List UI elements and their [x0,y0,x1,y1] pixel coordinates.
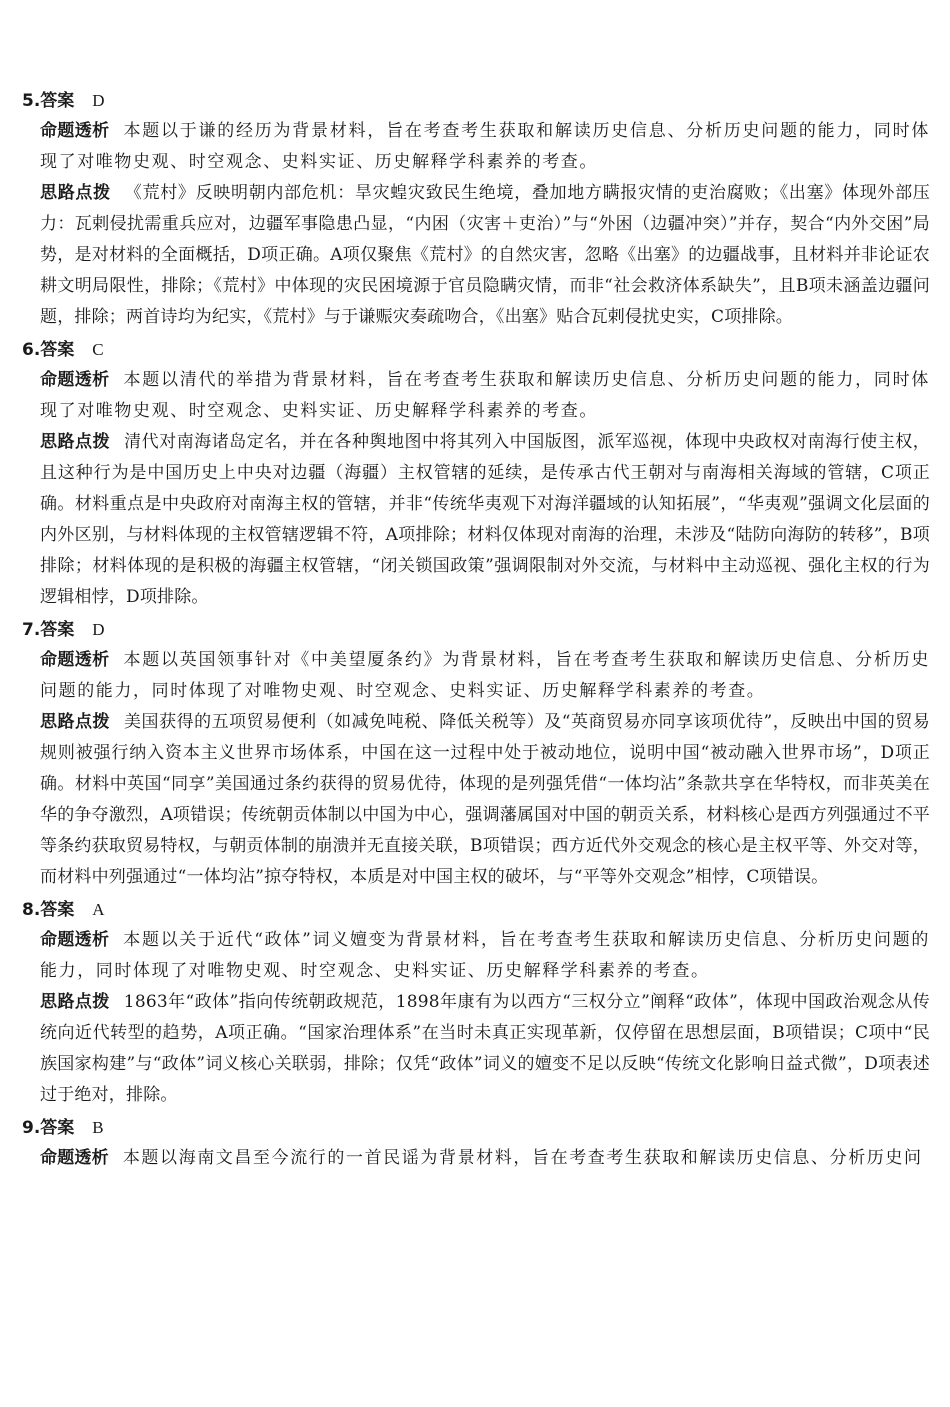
intro-label: 命题透析 [40,121,110,141]
answer-choice: D [92,91,105,110]
intro-paragraph [40,116,930,178]
intro-text: 本题以于谦的经历为背景材料，旨在考查考生获取和解读历史信息、分析历史问题的能力，同时体现了对唯物史观、时空观念、史料实证、历史解释学科素养的考查。 [40,121,930,172]
answer-item [22,335,930,613]
answer-item [22,86,930,333]
analysis-label: 思路点拨 [40,432,111,452]
answer-label: 答案 [40,1118,75,1138]
intro-paragraph [40,925,930,987]
answer-heading [22,335,930,365]
answer-item [22,615,930,893]
intro-label: 命题透析 [40,930,110,950]
answer-choice: A [92,900,105,919]
intro-text: 本题以英国领事针对《中美望厦条约》为背景材料，旨在考查考生获取和解读历史信息、分析历史问题的能力，同时体现了对唯物史观、时空观念、史料实证、历史解释学科素养的考查。 [40,650,930,701]
answer-heading [22,1113,930,1143]
answer-label: 答案 [40,620,75,640]
analysis-paragraph [40,707,930,893]
intro-text: 本题以海南文昌至今流行的一首民谣为背景材料，旨在考查考生获取和解读历史信息、分析历史问 [122,1148,923,1168]
answer-choice: C [92,340,104,359]
answer-item [22,1113,930,1174]
answer-choice: D [92,620,105,639]
analysis-label: 思路点拨 [40,992,110,1012]
analysis-text: 1863年“政体”指向传统朝政规范，1898年康有为以西方“三权分立”阐释“政体”，体现中国政治观念从传统向近代转型的趋势，A项正确。“国家治理体系”在当时未真正实现革新，仅停留在思想层面，B项错误；C项中“民族国家构建”与“政体”词义核心关联弱，排除；仅凭“政体”词义的嬗变不足以反映“传统文化影响日益式微”，D项表述过于绝对，排除。 [40,992,930,1105]
answer-heading [22,895,930,925]
answer-item [22,895,930,1111]
question-number: 8. [22,900,41,920]
intro-label: 命题透析 [40,1148,109,1168]
answer-label: 答案 [40,340,75,360]
intro-paragraph [40,1143,930,1174]
intro-text: 本题以清代的举措为背景材料，旨在考查考生获取和解读历史信息、分析历史问题的能力，同时体现了对唯物史观、时空观念、史料实证、历史解释学科素养的考查。 [40,370,930,421]
answer-choice: B [92,1118,104,1137]
intro-paragraph [40,645,930,707]
analysis-text: 清代对南海诸岛定名，并在各种舆地图中将其列入中国版图，派军巡视，体现中央政权对南海行使主权，且这种行为是中国历史上中央对边疆（海疆）主权管辖的延续，是传承古代王朝对与南海相关海域的管辖，C项正确。材料重点是中央政府对南海主权的管辖，并非“传统华夷观下对海洋疆域的认知拓展”，“华夷观”强调文化层面的内外区别，与材料体现的主权管辖逻辑不符，A项排除；材料仅体现对南海的治理，未涉及“陆防向海防的转移”，B项排除；材料体现的是积极的海疆主权管辖，“闭关锁国政策”强调限制对外交流，与材料中主动巡视、强化主权的行为逻辑相悖，D项排除。 [40,432,930,607]
question-number: 9. [22,1118,41,1138]
intro-text: 本题以关于近代“政体”词义嬗变为背景材料，旨在考查考生获取和解读历史信息、分析历史问题的能力，同时体现了对唯物史观、时空观念、史料实证、历史解释学科素养的考查。 [40,930,930,981]
intro-label: 命题透析 [40,650,110,670]
analysis-paragraph [40,178,930,333]
analysis-label: 思路点拨 [40,183,111,203]
analysis-paragraph [40,987,930,1111]
question-number: 5. [22,91,41,111]
intro-label: 命题透析 [40,370,110,390]
analysis-paragraph [40,427,930,613]
answer-label: 答案 [40,91,75,111]
intro-paragraph [40,365,930,427]
question-number: 7. [22,620,41,640]
analysis-text: 美国获得的五项贸易便利（如减免吨税、降低关税等）及“英商贸易亦同享该项优待”，反映出中国的贸易规则被强行纳入资本主义世界市场体系，中国在这一过程中处于被动地位，说明中国“被动融入世界市场”，D项正确。材料中英国“同享”美国通过条约获得的贸易优待，体现的是列强凭借“一体均沾”条款共享在华特权，而非英美在华的争夺激烈，A项错误；传统朝贡体制以中国为中心，强调藩属国对中国的朝贡关系，材料核心是西方列强通过不平等条约获取贸易特权，与朝贡体制的崩溃并无直接关联，B项错误；西方近代外交观念的核心是主权平等、外交对等，而材料中列强通过“一体均沾”掠夺特权，本质是对中国主权的破坏，与“平等外交观念”相悖，C项错误。 [40,712,931,887]
answer-heading [22,86,930,116]
answer-heading [22,615,930,645]
answer-label: 答案 [40,900,75,920]
answer-document [22,86,930,1176]
analysis-text: 《荒村》反映明朝内部危机：旱灾蝗灾致民生绝境，叠加地方瞒报灾情的吏治腐败；《出塞》体现外部压力：瓦剌侵扰需重兵应对，边疆军事隐患凸显，“内困（灾害＋吏治）”与“外困（边疆冲突）”并存，契合“内外交困”局势，是对材料的全面概括，D项正确。A项仅聚焦《荒村》的自然灾害，忽略《出塞》的边疆战事，且材料并非论证农耕文明局限性，排除；《荒村》中体现的灾民困境源于官员隐瞒灾情，而非“社会救济体系缺失”，且B项未涵盖边疆问题，排除；两首诗均为纪实，《荒村》与于谦赈灾奏疏吻合，《出塞》贴合瓦剌侵扰史实，C项排除。 [40,183,930,327]
analysis-label: 思路点拨 [40,712,111,732]
question-number: 6. [22,340,41,360]
